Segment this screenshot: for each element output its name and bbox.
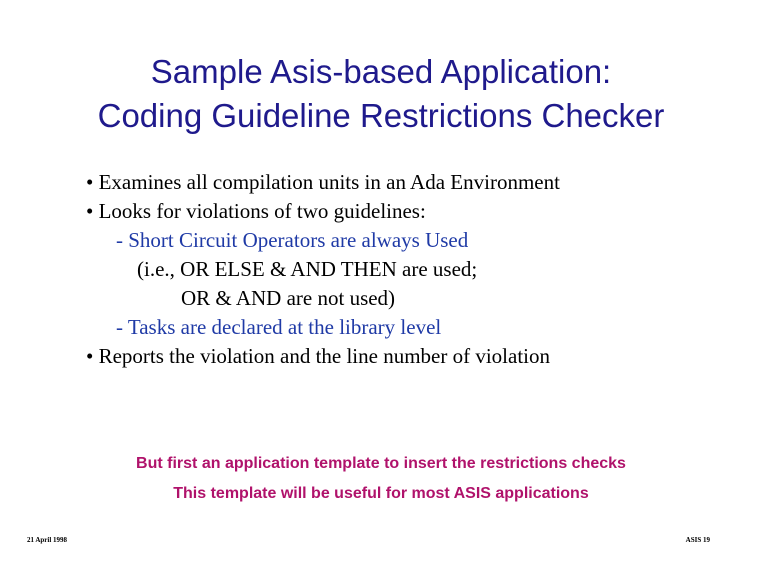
bullet-looks-for: • Looks for violations of two guidelines: <box>86 199 426 223</box>
slide-title-line-1: Sample Asis-based Application: <box>150 53 612 90</box>
slide-title <box>0 50 762 138</box>
bullet-reports: • Reports the violation and the line number of violation <box>86 344 551 368</box>
note-application-template: But first an application template to insert the restrictions checks <box>136 455 626 472</box>
subitem-short-circuit-detail-2: OR & AND are not used) <box>181 286 396 310</box>
note-template-useful: This template will be useful for most ASIS applications <box>173 485 589 502</box>
subitem-short-circuit-detail-1: (i.e., OR ELSE & AND THEN are used; <box>137 257 478 281</box>
bullet-examines: • Examines all compilation units in an Ada Environment <box>86 170 560 194</box>
subitem-short-circuit: - Short Circuit Operators are always Used <box>116 228 469 252</box>
footer-page-number: ASIS 19 <box>685 536 710 544</box>
subitem-tasks: - Tasks are declared at the library level <box>116 315 442 339</box>
footer-date: 21 April 1998 <box>27 536 68 544</box>
slide-title-line-2: Coding Guideline Restrictions Checker <box>97 97 665 134</box>
